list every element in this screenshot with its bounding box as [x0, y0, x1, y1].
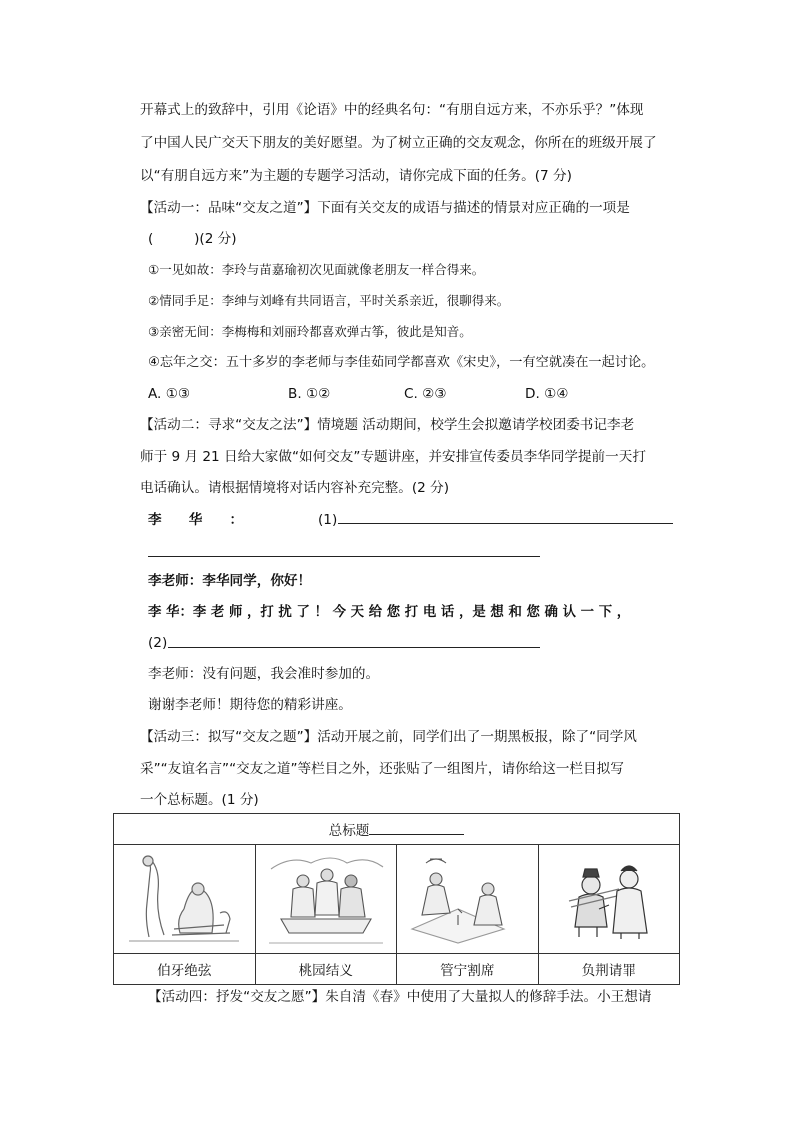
teacher-dialogue-text: 李老师：李华同学，你好！ — [148, 573, 312, 589]
intro-line-2: 了中国人民广交天下朋友的美好愿望。为了树立正确的交友观念，你所在的班级开展了 — [140, 135, 657, 151]
caption-3: 管宁割席 — [397, 954, 539, 985]
activity1-answer-paren: ( )(2 分) — [148, 231, 237, 247]
activity3-line-2: 采”“友谊名言”“交友之道”等栏目之外，还张贴了一组图片，请你给这一栏目拟写 — [140, 761, 624, 777]
boya-illustration — [124, 849, 244, 949]
picture-boya — [114, 845, 256, 954]
activity2-line-2: 师于 9 月 21 日给大家做“如何交友”专题讲座，并安排宣传委员李华同学提前一天打 — [140, 449, 646, 465]
caption-4: 负荆请罪 — [538, 954, 680, 985]
taoyuan-illustration — [261, 849, 391, 949]
title-answer-blank[interactable] — [369, 820, 464, 835]
caption-2: 桃园结义 — [255, 954, 397, 985]
picture-taoyuan — [255, 845, 397, 954]
picture-guanning — [397, 845, 539, 954]
picture-table — [113, 813, 680, 985]
blank-1-line-continued[interactable] — [148, 556, 540, 557]
dialogue-teacher-1 — [148, 571, 688, 591]
dialogue-speaker-lihua: 李 华 ： — [148, 512, 244, 528]
table-title-label: 总标题 — [328, 823, 370, 839]
caption-1: 伯牙绝弦 — [114, 954, 256, 985]
activity1-heading: 【活动一：品味“交友之道”】下面有关交友的成语与描述的情景对应正确的一项是 — [140, 200, 630, 216]
option-b[interactable]: B. ①② — [288, 386, 331, 402]
activity2-line-3: 电话确认。请根据情境将对话内容补充完整。(2 分) — [140, 480, 450, 496]
fujing-illustration — [549, 849, 669, 949]
activity1-item-1: ①一见如故：李玲与苗嘉瑜初次见面就像老朋友一样合得来。 — [148, 262, 485, 277]
blank-2-label: (2) — [148, 635, 168, 651]
option-d[interactable]: D. ①④ — [525, 386, 569, 402]
picture-fujing — [538, 845, 680, 954]
activity3-line-1: 【活动三：拟写“交友之题”】活动开展之前，同学们出了一期黑板报，除了“同学风 — [140, 729, 637, 745]
intro-line-1: 开幕式上的致辞中，引用《论语》中的经典名句：“有朋自远方来，不亦乐乎？”体现 — [140, 102, 644, 118]
dialogue-lihua: 李 华：李 老 师 ，打 扰 了 ！ 今 天 给 您 打 电 话 ，是 想 和 您 确 认 一 下 ， — [148, 605, 631, 620]
table-title-cell — [114, 814, 680, 845]
dialogue-thanks: 谢谢李老师！期待您的精彩讲座。 — [148, 697, 352, 713]
activity1-item-4: ④忘年之交：五十多岁的李老师与李佳茹同学都喜欢《宋史》，一有空就凑在一起讨论。 — [148, 355, 655, 370]
dialogue-teacher-2: 李老师：没有问题，我会准时参加的。 — [148, 666, 380, 682]
intro-line-3: 以“有朋自远方来”为主题的专题学习活动，请你完成下面的任务。(7 分) — [140, 168, 572, 184]
option-c[interactable]: C. ②③ — [404, 386, 447, 402]
activity1-item-3: ③亲密无间：李梅梅和刘丽玲都喜欢弹古筝，彼此是知音。 — [148, 324, 472, 339]
blank-1-label: (1) — [318, 512, 338, 528]
activity4-line-1: 【活动四：抒发“交友之愿”】朱自清《春》中使用了大量拟人的修辞手法。小王想请 — [148, 989, 652, 1005]
blank-2-line[interactable] — [168, 647, 540, 648]
guanning-illustration — [402, 849, 532, 949]
option-a[interactable]: A. ①③ — [148, 386, 191, 402]
blank-1-line[interactable] — [338, 523, 673, 524]
activity2-line-1: 【活动二：寻求“交友之法”】情境题 活动期间，校学生会拟邀请学校团委书记李老 — [140, 417, 635, 433]
activity1-item-2: ②情同手足：李绅与刘峰有共同语言，平时关系亲近，很聊得来。 — [148, 293, 510, 308]
activity3-line-3: 一个总标题。(1 分) — [140, 792, 259, 808]
